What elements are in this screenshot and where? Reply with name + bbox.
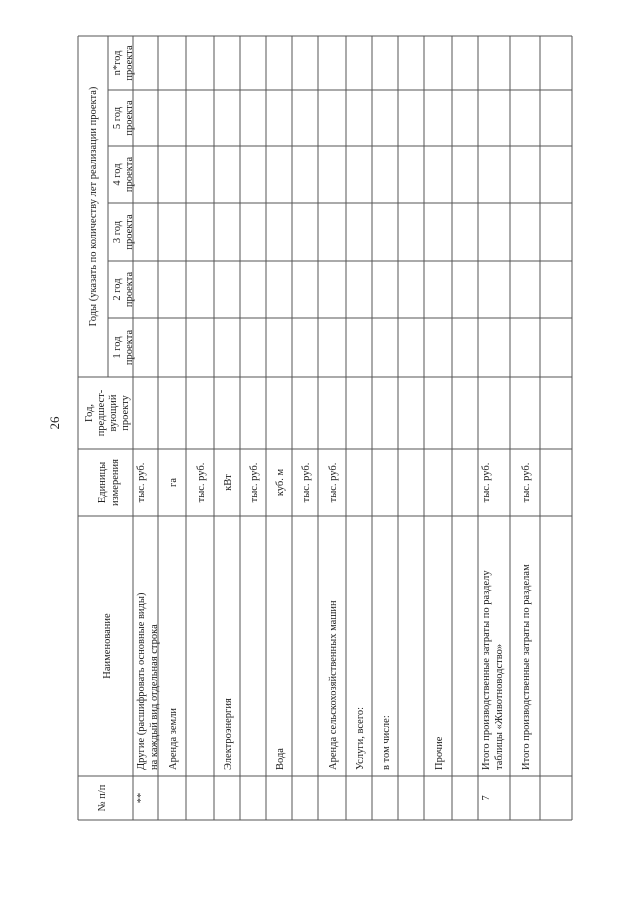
row-3-name: Электроэнергия <box>223 698 234 770</box>
header-prev-3: вующий <box>108 394 119 432</box>
row-1-unit: га <box>168 478 179 487</box>
header-year-1-l1: 1 год <box>112 336 123 359</box>
page-number: 26 <box>47 416 62 430</box>
header-year-5-l2: проекта <box>124 100 135 136</box>
row-0-unit: тыс. руб. <box>136 462 147 503</box>
row-7-name: Аренда сельскохозяйственных машин <box>328 600 339 770</box>
header-years-group: Годы (указать по количеству лет реализации проекта) <box>88 86 99 327</box>
row-0-num: ** <box>136 792 147 804</box>
row-13-num: 7 <box>481 795 492 801</box>
row-6-unit: тыс. руб. <box>301 462 312 503</box>
header-name: Наименование <box>102 613 113 679</box>
header-prev-1: Год, <box>84 403 95 423</box>
row-8-name: Услуги, всего: <box>355 706 366 770</box>
row-14-unit: тыс. руб. <box>521 462 532 503</box>
row-13-name: Итого производственные затраты по разделу <box>481 570 492 770</box>
header-prev-2: предшест- <box>96 389 107 437</box>
row-1-name: Аренда земли <box>168 707 179 770</box>
row-3-unit: кВт <box>223 474 234 491</box>
row-9-name: в том числе: <box>381 715 392 770</box>
row-13-unit: тыс. руб. <box>481 462 492 503</box>
header-unit-1: Единицы <box>97 461 108 504</box>
row-11-name: Прочие <box>434 736 445 770</box>
row-7-unit: тыс. руб. <box>328 462 339 503</box>
row-0-name-2: на каждый вид отдельная строка <box>149 624 160 770</box>
row-14-name: Итого производственные затраты по разделам <box>521 564 532 770</box>
row-5-unit: куб. м <box>275 468 286 497</box>
row-4-unit: тыс. руб. <box>249 462 260 503</box>
header-year-2-l2: проекта <box>124 271 135 308</box>
header-year-3-l2: проекта <box>124 214 135 250</box>
header-year-4-l1: 4 год <box>112 163 123 186</box>
row-5-name: Вода <box>275 748 286 770</box>
header-year-3-l1: 3 год <box>112 220 123 244</box>
header-unit-2: измерения <box>110 459 121 506</box>
header-prev-4: проекту <box>120 395 131 431</box>
header-year-6-l2: проекта <box>124 45 135 81</box>
header-year-2-l1: 2 год <box>112 278 123 301</box>
header-year-5-l1: 5 год <box>112 106 123 130</box>
header-num: № п/п <box>97 784 108 812</box>
row-0-name: Другие (расшифровать основные виды) <box>136 592 147 770</box>
header-year-4-l2: проекта <box>124 156 135 193</box>
row-13-name-2: таблицы «Животноводство» <box>494 643 505 770</box>
header-year-1-l2: проекта <box>124 329 135 366</box>
header-year-6-l1: n*год <box>112 50 123 76</box>
row-2-unit: тыс. руб. <box>196 462 207 503</box>
